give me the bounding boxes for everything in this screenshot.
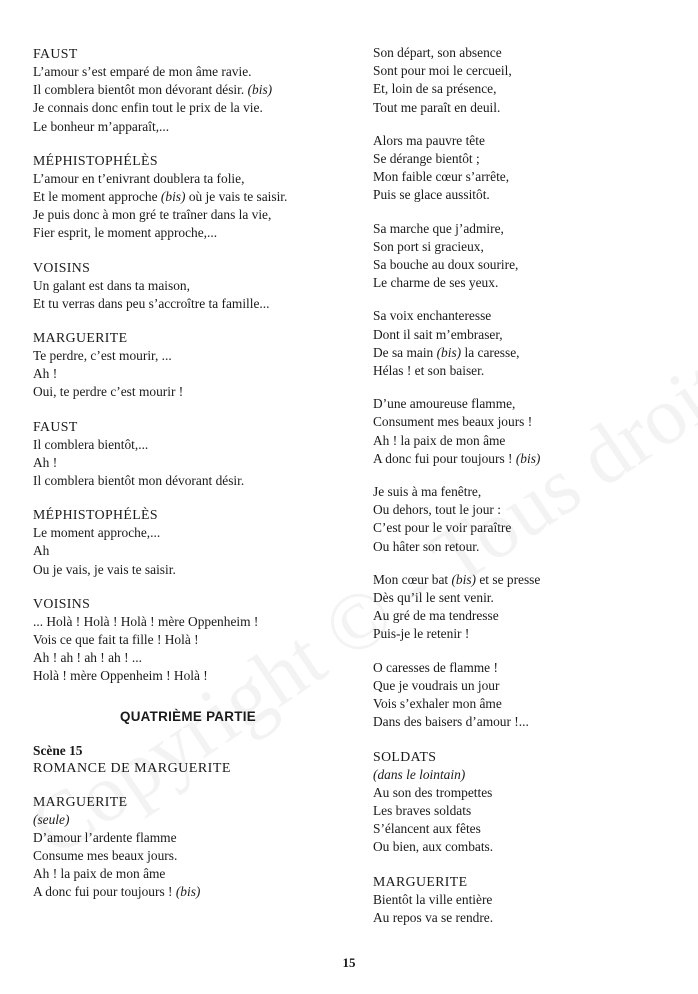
verse-line: Ah ! la paix de mon âme — [33, 866, 166, 882]
speaker-name: MARGUERITE — [33, 793, 128, 809]
verse-line: S’élancent aux fêtes — [373, 821, 481, 837]
marguerite-romance-block — [33, 792, 343, 902]
verse-line: L’amour en t’enivrant doublera ta folie, — [33, 170, 245, 186]
verse-line: Et tu verras dans peu s’accroître ta famille... — [33, 295, 270, 311]
stage-direction: (seule) — [33, 811, 70, 827]
verse-line: Le charme de ses yeux. — [373, 275, 499, 291]
speaker-name: MÉPHISTOPHÉLÈS — [33, 507, 158, 523]
verse-line: O caresses de flamme ! — [373, 659, 498, 675]
verse-line: Sa bouche au doux sourire, — [373, 257, 519, 273]
verse-line: Son port si gracieux, — [373, 238, 484, 254]
dialogue-block — [33, 44, 343, 136]
verse-line: Oui, te perdre c’est mourir ! — [33, 384, 184, 400]
verse-line: De sa main (bis) la caresse, — [373, 344, 520, 360]
stanza — [373, 44, 683, 117]
verse-line: Ou hâter son retour. — [373, 538, 480, 554]
verse-line: Ah — [33, 543, 50, 559]
speaker-name: MARGUERITE — [33, 330, 128, 346]
verse-line: Et le moment approche (bis) où je vais te saisir. — [33, 189, 288, 205]
verse-line: Dès qu’il le sent venir. — [373, 590, 494, 606]
verse-line: Au son des trompettes — [373, 784, 493, 800]
verse-line: Se dérange bientôt ; — [373, 151, 480, 167]
verse-line: Il comblera bientôt mon dévorant désir. (bis) — [33, 82, 273, 98]
verse-line: Ou je vais, je vais te saisir. — [33, 561, 176, 577]
verse-lines — [373, 784, 683, 857]
dialogue-block — [33, 151, 343, 243]
verse-line: Au repos va se rendre. — [373, 909, 494, 925]
stanza — [373, 307, 683, 380]
speaker-name: VOISINS — [33, 259, 91, 275]
verse-line: Hélas ! et son baiser. — [373, 363, 485, 379]
verse-line: Ah ! — [33, 454, 58, 470]
verse-line: Et, loin de sa présence, — [373, 81, 497, 97]
verse-line: Les braves soldats — [373, 802, 472, 818]
verse-line: Vois s’exhaler mon âme — [373, 696, 502, 712]
verse-line: Consument mes beaux jours ! — [373, 414, 533, 430]
left-column — [33, 44, 343, 917]
dialogue-block — [33, 505, 343, 579]
verse-line: C’est pour le voir paraître — [373, 520, 512, 536]
dialogue-block — [33, 417, 343, 491]
verse-line: Vois ce que fait ta fille ! Holà ! — [33, 632, 199, 648]
verse-line: Mon faible cœur s’arrête, — [373, 169, 510, 185]
verse-line: Consume mes beaux jours. — [33, 848, 178, 864]
speaker-name: VOISINS — [33, 595, 91, 611]
speaker-name: SOLDATS — [373, 748, 437, 764]
verse-line: Ou dehors, tout le jour : — [373, 502, 501, 518]
verse-line: Je connais donc enfin tout le prix de la vie. — [33, 100, 263, 116]
part-title: QUATRIÈME PARTIE — [120, 708, 256, 724]
verse-lines — [33, 829, 343, 902]
verse-line: Sont pour moi le cercueil, — [373, 63, 512, 79]
verse-line: Le moment approche,... — [33, 525, 161, 541]
dialogue-block — [33, 328, 343, 402]
verse-line: Sa voix enchanteresse — [373, 308, 492, 324]
verse-line: L’amour s’est emparé de mon âme ravie. — [33, 64, 252, 79]
verse-lines — [373, 891, 683, 927]
verse-line: Il comblera bientôt mon dévorant désir. — [33, 473, 245, 489]
verse-line: Tout me paraît en deuil. — [373, 99, 501, 115]
verse-line: Mon cœur bat (bis) et se presse — [373, 571, 541, 587]
speaker-name: MÉPHISTOPHÉLÈS — [33, 152, 158, 168]
soldats-block — [373, 747, 683, 857]
verse-line: A donc fui pour toujours ! (bis) — [373, 450, 541, 466]
verse-line: Bientôt la ville entière — [373, 891, 493, 907]
stanza — [373, 132, 683, 205]
speaker-name: FAUST — [33, 46, 78, 61]
stanza — [373, 659, 683, 732]
verse-line: Je suis à ma fenêtre, — [373, 484, 482, 500]
verse-line: Ah ! — [33, 366, 58, 382]
verse-line: Ah ! la paix de mon âme — [373, 432, 506, 448]
speaker-name: MARGUERITE — [373, 873, 468, 889]
verse-line: Alors ma pauvre tête — [373, 132, 485, 148]
verse-line: Te perdre, c’est mourir, ... — [33, 348, 172, 364]
stage-direction: (dans le lointain) — [373, 766, 466, 782]
page-number: 15 — [342, 955, 356, 970]
verse-line: Dans des baisers d’amour !... — [373, 714, 529, 730]
verse-line: D’amour l’ardente flamme — [33, 829, 177, 845]
verse-line: Puis-je le retenir ! — [373, 626, 470, 642]
verse-line: Le bonheur m’apparaît,... — [33, 118, 170, 134]
verse-line: Ou bien, aux combats. — [373, 839, 494, 855]
verse-line: Au gré de ma tendresse — [373, 608, 499, 624]
dialogue-block — [33, 594, 343, 686]
verse-line: Je puis donc à mon gré te traîner dans la vie, — [33, 207, 272, 223]
stanza — [373, 483, 683, 556]
scene-label: Scène 15 — [33, 742, 83, 758]
verse-line: Ah ! ah ! ah ! ah ! ... — [33, 650, 142, 666]
verse-line: Puis se glace aussitôt. — [373, 187, 490, 203]
verse-line: Fier esprit, le moment approche,... — [33, 225, 218, 241]
left-dialogue — [33, 44, 343, 686]
verse-line: Holà ! mère Oppenheim ! Holà ! — [33, 668, 208, 684]
scene-title: ROMANCE DE MARGUERITE — [33, 760, 231, 776]
verse-line: A donc fui pour toujours ! (bis) — [33, 884, 201, 900]
marguerite-block — [373, 872, 683, 927]
verse-line: Il comblera bientôt,... — [33, 436, 149, 452]
verse-line: Sa marche que j’admire, — [373, 220, 504, 236]
verse-line: Dont il sait m’embraser, — [373, 326, 503, 342]
verse-line: Son départ, son absence — [373, 45, 502, 60]
verse-line: ... Holà ! Holà ! Holà ! mère Oppenheim ! — [33, 613, 259, 629]
stanza — [373, 220, 683, 293]
speaker-name: FAUST — [33, 418, 78, 434]
verse-line: Un galant est dans ta maison, — [33, 277, 190, 293]
verse-line: D’une amoureuse flamme, — [373, 396, 516, 412]
stanza — [373, 395, 683, 468]
verse-line: Que je voudrais un jour — [373, 677, 500, 693]
right-column — [373, 44, 683, 942]
romance-stanzas — [373, 44, 683, 732]
stanza — [373, 571, 683, 644]
dialogue-block — [33, 258, 343, 313]
